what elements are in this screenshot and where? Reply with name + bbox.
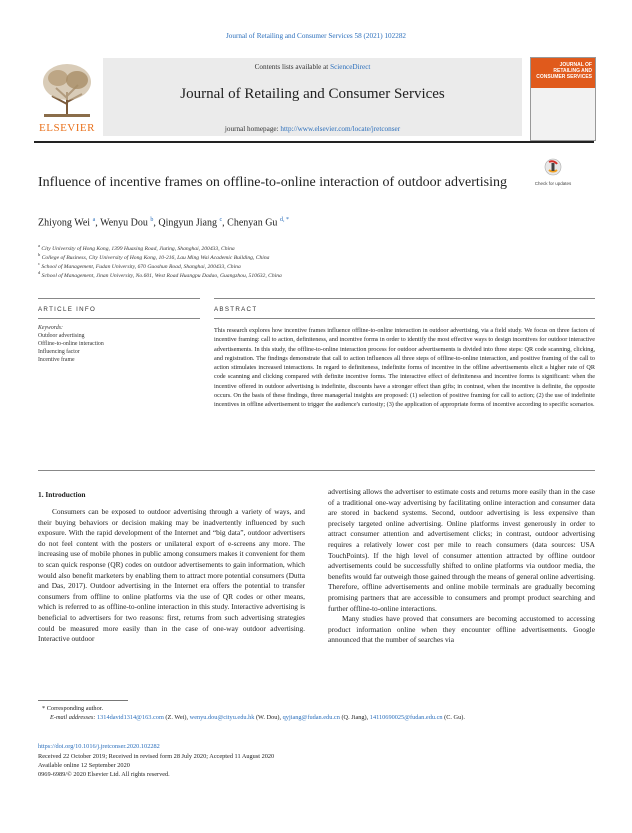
check-updates-label: Check for updates [534,181,572,186]
email-owner: (C. Gu). [444,714,465,721]
keyword: Incentive frame [38,357,75,363]
article-info-rule-top [38,298,200,299]
keywords-label: Keywords: [38,325,63,331]
affiliation-mark: d [38,270,41,275]
article-info-rule-bottom [38,318,200,319]
received-dates: Received 22 October 2019; Received in revised form 28 July 2020; Accepted 11 August 2020 [38,753,275,760]
keyword: Outdoor advertising [38,333,85,339]
right-column [328,487,595,646]
author-affil-mark[interactable]: c [219,217,223,223]
email-addresses [50,713,595,722]
journal-cover-thumbnail [530,57,596,141]
copyright-line: 0969-6989/© 2020 Elsevier Ltd. All rights reserved. [38,771,170,778]
body-paragraph: Consumers can be exposed to outdoor advertising through a variety of ways, and their buying behaviors or decision making may be inadvertently influenced by such exposure. With the rapid development of the Internet and “big data”, outdoor advertisers do not feel content with the posters or unilateral export of e-screens any more. The increasing use of mobile phones in public among consumers makes it convenient for them to scan quick response (QR) codes on outdoor advertisements to gain information, which would also benefit marketers by enabling them to attract more potential consumers (Dutta and Das, 2017). Outdoor advertising in the Internet era offers the potential to transfer consumers from offline to online platforms via the use of QR codes or other means, which is referred to as offline-to-online interaction in this study. Interactive advertising is beneficial to advertisers for two reasons: first, returns from such advertising strategies could be measured more easily than in the case of one-way outdoor advertising. Interactive outdoor [38,507,305,644]
cover-title: JOURNAL OF RETAILING AND CONSUMER SERVICES [536,62,592,80]
email-owner: (W. Dou), [255,714,283,721]
affiliation-text: School of Management, Fudan University, 670 Guoshun Road, Shanghai, 200433, China [41,263,241,270]
abstract-text: This research explores how incentive frames influence offline-to-online interaction in outdoor advertising, via a field study. We focus on three factors of incentive framing: call to action, definiteness, and incentive forms in order to identify the most effective ways to design incentives for outdoor interactive advertisements. In this study, the offline-to-online interaction process for outdoor advertisements is divided into three steps: QR code scanning, clicking, and registration. The findings demonstrate that call to action influences all three steps of offline-to-online interaction, and positive framing of the call to action stimulates increased interactions. In regard to definiteness, indefinite forms of incentive in the offline advertisements elicit a higher rate of QR code scanning and clicking compared with definite incentive forms. The interactive effect of definiteness and incentive forms is significant: when the incentive offered in outdoor advertising is indefinite, discounts have a stronger effect than gifts; in contrast, when the incentive is definite, the opposite occurs. On the basis of these findings, three managerial insights are proposed: (1) selection of positive framing for call to action; (2) the use of indefinite incentives in offline advertisement to trigger the audience's curiosity; (3) the application of appropriate forms of incentive according to specific scenarios. [214,327,595,409]
email-link[interactable]: wenyu.dou@cityu.edu.hk [189,714,255,721]
section-heading-introduction: 1. Introduction [38,490,86,499]
contents-prefix: Contents lists available at [254,63,331,71]
sciencedirect-link[interactable]: ScienceDirect [330,63,371,71]
affiliation-text: City University of Hong Kong, 1399 Huaxing Road, Jiuting, Shanghai, 200433, China [41,245,235,252]
email-link[interactable]: 14110690025@fudan.edu.cn [369,714,443,721]
author-list: Zhiyong Wei $^a$, Wenyu Dou $^b$, Qingyun Jiang $^c$, Chenyan Gu $^{d, *}$ [38,217,289,229]
abstract-end-rule [38,470,595,471]
footnote-rule [38,700,128,701]
homepage-link[interactable]: http://www.elsevier.com/locate/jretconser [280,125,401,133]
email-link[interactable]: 1314david1314@163.com [97,714,164,721]
corresponding-author-note: * Corresponding author. [42,705,104,712]
email-link[interactable]: qyjiang@fudan.edu.cn [282,714,340,721]
homepage-line [103,125,522,133]
keyword: Influencing factor [38,349,80,355]
body-paragraph: Many studies have proved that consumers are becoming accustomed to accessing product information online when they encounter offline advertisements. Google announced that the number of searches via [328,614,595,645]
affiliation-text: School of Management, Jinan University, No.601, West Road Huangpu Dadao, Guangzhou, 510632, China [41,272,282,279]
body-paragraph: advertising allows the advertiser to estimate costs and returns more easily than in the case of a traditional one-way advertising by facilitating online interaction and consumer data are stored in backend systems. Second, outdoor advertising is less expensive than precisely targeted online advertising. Online platforms invest generously in order to attract consumer attention and advertisement clicks; in contrast, outdoor advertising requires a relatively lower cost per mile to reach consumers (data sources: USA TouchPoints). If the high level of consumer attention attracted by offline outdoor advertisements could be successfully shifted to online platforms via outdoor media, the benefits would far outweigh those gained through the means of general online advertising. Therefore, offline advertisements and online mobile terminals are gradually becoming promising partners that are accessible to consumers and prompt product searching and further offline-to-online interactions. [328,487,596,613]
check-for-updates-badge[interactable] [533,158,573,186]
email-owner: (Q. Jiang), [341,714,370,721]
author-name[interactable]: Chenyan Gu [227,217,278,229]
elsevier-wordmark: ELSEVIER [39,122,95,134]
journal-title: Journal of Retailing and Consumer Services [180,86,445,102]
author-affil-mark[interactable]: d, * [279,217,289,223]
doi-link[interactable]: https://doi.org/10.1016/j.jretconser.2020.102282 [38,743,160,750]
affiliation-text: College of Business, City University of Hong Kong, 10-216, Lau Ming Wai Academic Building, China [41,254,270,261]
header-rule [34,141,594,143]
affiliation-mark: c [38,261,40,266]
abstract-heading: ABSTRACT [214,306,258,313]
journal-citation[interactable]: Journal of Retailing and Consumer Services 58 (2021) 102282 [225,32,407,40]
author-name[interactable]: Qingyun Jiang [158,217,217,229]
abstract-rule-top [214,298,595,299]
affiliation-mark: a [38,243,40,248]
email-label: E-mail addresses: [50,714,97,721]
affiliation-mark: b [38,252,41,257]
homepage-prefix: journal homepage: [224,125,281,133]
left-column [38,507,305,645]
keyword: Offline-to-online interaction [38,341,104,347]
article-title: Influence of incentive frames on offline-to-online interaction of outdoor advertising [38,175,507,190]
contents-line [103,63,522,71]
article-info-heading: ARTICLE INFO [38,306,97,313]
check-updates-icon [544,158,562,176]
email-owner: (Z. Wei), [165,714,190,721]
available-online-date: Available online 12 September 2020 [38,762,130,769]
author-affil-mark[interactable]: a [92,217,96,223]
affiliation [38,268,578,281]
abstract-rule-bottom [214,318,595,319]
author-name[interactable]: Zhiyong Wei [38,217,91,229]
author-affil-mark[interactable]: b [150,217,154,223]
author-name[interactable]: Wenyu Dou [100,217,148,229]
